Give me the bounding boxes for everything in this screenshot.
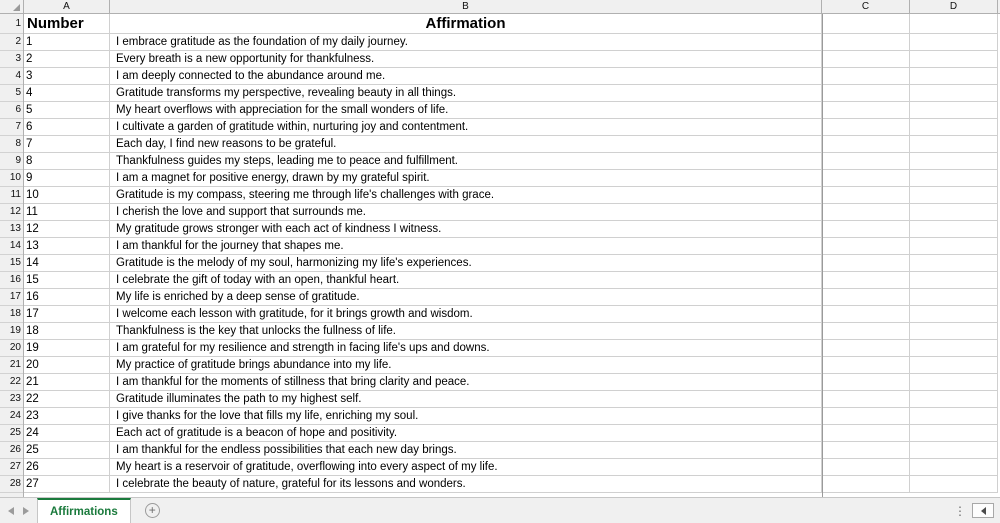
cell-number[interactable]: 20 bbox=[24, 357, 110, 374]
cell-empty-d[interactable] bbox=[910, 357, 998, 374]
cell-affirmation[interactable]: Each day, I find new reasons to be grateful. bbox=[110, 136, 822, 153]
cell-area bbox=[24, 14, 1000, 497]
cell-empty-d[interactable] bbox=[910, 323, 998, 340]
cell-number[interactable]: 25 bbox=[24, 442, 110, 459]
table-row bbox=[24, 408, 1000, 425]
cell-empty-d[interactable] bbox=[910, 51, 998, 68]
cell-empty-c[interactable] bbox=[822, 34, 910, 51]
table-row bbox=[24, 68, 1000, 85]
scroll-right-icon bbox=[981, 507, 986, 515]
row-header[interactable]: 14 bbox=[0, 238, 23, 255]
cell-empty-d[interactable] bbox=[910, 255, 998, 272]
table-row bbox=[24, 289, 1000, 306]
cell-empty-d[interactable] bbox=[910, 34, 998, 51]
header-cell-number[interactable]: Number bbox=[24, 14, 110, 34]
cell-affirmation[interactable]: Gratitude is the melody of my soul, harmonizing my life's experiences. bbox=[110, 255, 822, 272]
cell-number[interactable]: 16 bbox=[24, 289, 110, 306]
column-header-b[interactable]: B bbox=[110, 0, 822, 13]
grid bbox=[0, 14, 1000, 497]
cell-affirmation[interactable]: My life is enriched by a deep sense of gratitude. bbox=[110, 289, 822, 306]
row-header[interactable]: 11 bbox=[0, 187, 23, 204]
cell-number[interactable]: 3 bbox=[24, 68, 110, 85]
cell-affirmation[interactable]: I cherish the love and support that surrounds me. bbox=[110, 204, 822, 221]
more-options-icon[interactable]: ⋮ bbox=[954, 503, 966, 518]
cell-empty-c[interactable] bbox=[822, 14, 910, 34]
cell-affirmation[interactable]: I celebrate the beauty of nature, grateful for its lessons and wonders. bbox=[110, 476, 822, 493]
row-header[interactable]: 25 bbox=[0, 425, 23, 442]
table-row bbox=[24, 238, 1000, 255]
table-row bbox=[24, 187, 1000, 204]
column-header-d[interactable]: D bbox=[910, 0, 998, 13]
cell-number[interactable]: 7 bbox=[24, 136, 110, 153]
row-header[interactable]: 15 bbox=[0, 255, 23, 272]
cell-empty-c[interactable] bbox=[822, 119, 910, 136]
table-row bbox=[24, 425, 1000, 442]
row-header[interactable]: 9 bbox=[0, 153, 23, 170]
cell-number[interactable]: 12 bbox=[24, 221, 110, 238]
cell-affirmation[interactable]: Gratitude transforms my perspective, revealing beauty in all things. bbox=[110, 85, 822, 102]
table-row bbox=[24, 306, 1000, 323]
row-header[interactable]: 21 bbox=[0, 357, 23, 374]
cell-number[interactable]: 15 bbox=[24, 272, 110, 289]
cell-empty-c[interactable] bbox=[822, 85, 910, 102]
cell-empty-d[interactable] bbox=[910, 459, 998, 476]
cell-empty-c[interactable] bbox=[822, 153, 910, 170]
column-header-a[interactable]: A bbox=[24, 0, 110, 13]
cell-number[interactable]: 8 bbox=[24, 153, 110, 170]
cell-affirmation[interactable]: My practice of gratitude brings abundance into my life. bbox=[110, 357, 822, 374]
selection-right-edge bbox=[822, 14, 823, 497]
cell-affirmation[interactable]: I celebrate the gift of today with an open, thankful heart. bbox=[110, 272, 822, 289]
cell-empty-d[interactable] bbox=[910, 306, 998, 323]
table-row bbox=[24, 272, 1000, 289]
cell-empty-d[interactable] bbox=[910, 425, 998, 442]
previous-sheet-icon[interactable] bbox=[8, 507, 14, 515]
cell-number[interactable]: 27 bbox=[24, 476, 110, 493]
cell-empty-d[interactable] bbox=[910, 14, 998, 34]
cell-empty-d[interactable] bbox=[910, 289, 998, 306]
row-header[interactable]: 24 bbox=[0, 408, 23, 425]
table-row bbox=[24, 476, 1000, 493]
cell-empty-d[interactable] bbox=[910, 391, 998, 408]
cell-number[interactable]: 5 bbox=[24, 102, 110, 119]
cell-number[interactable]: 23 bbox=[24, 408, 110, 425]
row-header[interactable]: 27 bbox=[0, 459, 23, 476]
cell-empty-c[interactable] bbox=[822, 68, 910, 85]
horizontal-scroll-right-button[interactable] bbox=[972, 503, 994, 518]
cell-affirmation[interactable]: Each act of gratitude is a beacon of hope and positivity. bbox=[110, 425, 822, 442]
cell-number[interactable]: 2 bbox=[24, 51, 110, 68]
table-row bbox=[24, 14, 1000, 34]
header-cell-affirmation[interactable]: Affirmation bbox=[110, 14, 822, 34]
row-header[interactable]: 4 bbox=[0, 68, 23, 85]
cell-empty-d[interactable] bbox=[910, 68, 998, 85]
row-header[interactable]: 13 bbox=[0, 221, 23, 238]
cell-empty-c[interactable] bbox=[822, 323, 910, 340]
table-row bbox=[24, 119, 1000, 136]
cell-empty-d[interactable] bbox=[910, 408, 998, 425]
cell-affirmation[interactable]: I am thankful for the moments of stillness that bring clarity and peace. bbox=[110, 374, 822, 391]
next-sheet-icon[interactable] bbox=[23, 507, 29, 515]
cell-affirmation[interactable]: My heart is a reservoir of gratitude, overflowing into every aspect of my life. bbox=[110, 459, 822, 476]
table-row bbox=[24, 136, 1000, 153]
cell-empty-c[interactable] bbox=[822, 374, 910, 391]
row-header[interactable]: 18 bbox=[0, 306, 23, 323]
sheet-tab-affirmations[interactable]: Affirmations bbox=[37, 498, 131, 523]
cell-number[interactable]: 19 bbox=[24, 340, 110, 357]
cell-empty-c[interactable] bbox=[822, 306, 910, 323]
cell-affirmation[interactable]: Thankfulness guides my steps, leading me to peace and fulfillment. bbox=[110, 153, 822, 170]
cell-number[interactable]: 9 bbox=[24, 170, 110, 187]
cell-empty-d[interactable] bbox=[910, 374, 998, 391]
row-header[interactable]: 19 bbox=[0, 323, 23, 340]
table-row bbox=[24, 391, 1000, 408]
cell-empty-d[interactable] bbox=[910, 170, 998, 187]
sheet-bar-right bbox=[954, 503, 1000, 518]
cell-empty-c[interactable] bbox=[822, 221, 910, 238]
cell-affirmation[interactable]: I am deeply connected to the abundance around me. bbox=[110, 68, 822, 85]
cell-empty-c[interactable] bbox=[822, 238, 910, 255]
cell-empty-c[interactable] bbox=[822, 425, 910, 442]
table-row bbox=[24, 204, 1000, 221]
row-header[interactable]: 16 bbox=[0, 272, 23, 289]
table-row bbox=[24, 153, 1000, 170]
row-header[interactable]: 28 bbox=[0, 476, 23, 493]
table-row bbox=[24, 323, 1000, 340]
cell-empty-c[interactable] bbox=[822, 357, 910, 374]
cell-empty-d[interactable] bbox=[910, 136, 998, 153]
cell-empty-d[interactable] bbox=[910, 153, 998, 170]
cell-number[interactable]: 18 bbox=[24, 323, 110, 340]
row-header[interactable]: 2 bbox=[0, 34, 23, 51]
row-header[interactable]: 20 bbox=[0, 340, 23, 357]
cell-affirmation[interactable]: I welcome each lesson with gratitude, for it brings growth and wisdom. bbox=[110, 306, 822, 323]
cell-empty-c[interactable] bbox=[822, 289, 910, 306]
cell-empty-c[interactable] bbox=[822, 51, 910, 68]
cell-affirmation[interactable]: Gratitude illuminates the path to my highest self. bbox=[110, 391, 822, 408]
table-row bbox=[24, 170, 1000, 187]
cell-number[interactable]: 21 bbox=[24, 374, 110, 391]
table-row bbox=[24, 442, 1000, 459]
cell-number[interactable]: 14 bbox=[24, 255, 110, 272]
row-header[interactable]: 6 bbox=[0, 102, 23, 119]
row-header[interactable]: 22 bbox=[0, 374, 23, 391]
cell-number[interactable]: 6 bbox=[24, 119, 110, 136]
cell-empty-d[interactable] bbox=[910, 340, 998, 357]
table-row bbox=[24, 340, 1000, 357]
cell-empty-d[interactable] bbox=[910, 187, 998, 204]
cell-empty-c[interactable] bbox=[822, 136, 910, 153]
row-header[interactable]: 1 bbox=[0, 14, 23, 34]
table-row bbox=[24, 34, 1000, 51]
row-header[interactable]: 17 bbox=[0, 289, 23, 306]
row-header[interactable]: 7 bbox=[0, 119, 23, 136]
cell-empty-c[interactable] bbox=[822, 255, 910, 272]
row-header[interactable]: 23 bbox=[0, 391, 23, 408]
column-header-row bbox=[0, 0, 1000, 14]
cell-affirmation[interactable]: I embrace gratitude as the foundation of my daily journey. bbox=[110, 34, 822, 51]
cell-empty-c[interactable] bbox=[822, 442, 910, 459]
cell-empty-d[interactable] bbox=[910, 221, 998, 238]
cell-number[interactable]: 13 bbox=[24, 238, 110, 255]
row-header[interactable]: 12 bbox=[0, 204, 23, 221]
select-all-corner[interactable] bbox=[0, 0, 24, 13]
cell-empty-c[interactable] bbox=[822, 408, 910, 425]
row-header[interactable]: 5 bbox=[0, 85, 23, 102]
cell-affirmation[interactable]: Every breath is a new opportunity for thankfulness. bbox=[110, 51, 822, 68]
cell-empty-d[interactable] bbox=[910, 204, 998, 221]
cell-number[interactable]: 24 bbox=[24, 425, 110, 442]
cell-empty-c[interactable] bbox=[822, 187, 910, 204]
row-header[interactable]: 8 bbox=[0, 136, 23, 153]
cell-number[interactable]: 4 bbox=[24, 85, 110, 102]
cell-number[interactable]: 1 bbox=[24, 34, 110, 51]
cell-empty-d[interactable] bbox=[910, 476, 998, 493]
cell-affirmation[interactable]: I am a magnet for positive energy, drawn by my grateful spirit. bbox=[110, 170, 822, 187]
cell-affirmation[interactable]: I am thankful for the journey that shapes me. bbox=[110, 238, 822, 255]
cell-affirmation[interactable]: I am thankful for the endless possibilities that each new day brings. bbox=[110, 442, 822, 459]
cell-affirmation[interactable]: I give thanks for the love that fills my life, enriching my soul. bbox=[110, 408, 822, 425]
cell-empty-c[interactable] bbox=[822, 340, 910, 357]
cell-affirmation[interactable]: My heart overflows with appreciation for the small wonders of life. bbox=[110, 102, 822, 119]
cell-number[interactable]: 17 bbox=[24, 306, 110, 323]
row-header[interactable]: 10 bbox=[0, 170, 23, 187]
sheet-tab-bar bbox=[0, 497, 1000, 523]
cell-empty-c[interactable] bbox=[822, 272, 910, 289]
cell-empty-c[interactable] bbox=[822, 170, 910, 187]
table-row bbox=[24, 357, 1000, 374]
cell-affirmation[interactable]: Gratitude is my compass, steering me through life's challenges with grace. bbox=[110, 187, 822, 204]
cell-affirmation[interactable]: I am grateful for my resilience and strength in facing life's ups and downs. bbox=[110, 340, 822, 357]
cell-number[interactable]: 26 bbox=[24, 459, 110, 476]
table-row bbox=[24, 102, 1000, 119]
sheet-nav-arrows[interactable] bbox=[0, 507, 35, 515]
cell-empty-c[interactable] bbox=[822, 102, 910, 119]
table-row bbox=[24, 221, 1000, 238]
cell-empty-c[interactable] bbox=[822, 391, 910, 408]
table-row bbox=[24, 255, 1000, 272]
cell-number[interactable]: 22 bbox=[24, 391, 110, 408]
cell-empty-c[interactable] bbox=[822, 459, 910, 476]
table-row bbox=[24, 374, 1000, 391]
table-row bbox=[24, 459, 1000, 476]
table-row bbox=[24, 51, 1000, 68]
add-sheet-icon[interactable]: + bbox=[145, 503, 160, 518]
cell-empty-c[interactable] bbox=[822, 476, 910, 493]
row-header[interactable]: 3 bbox=[0, 51, 23, 68]
table-row bbox=[24, 85, 1000, 102]
cell-empty-d[interactable] bbox=[910, 238, 998, 255]
cell-empty-d[interactable] bbox=[910, 85, 998, 102]
cell-empty-c[interactable] bbox=[822, 204, 910, 221]
cell-affirmation[interactable]: Thankfulness is the key that unlocks the fullness of life. bbox=[110, 323, 822, 340]
row-header[interactable]: 26 bbox=[0, 442, 23, 459]
cell-number[interactable]: 10 bbox=[24, 187, 110, 204]
cell-number[interactable]: 11 bbox=[24, 204, 110, 221]
cell-empty-d[interactable] bbox=[910, 102, 998, 119]
cell-empty-d[interactable] bbox=[910, 442, 998, 459]
row-header-column bbox=[0, 14, 24, 497]
column-header-c[interactable]: C bbox=[822, 0, 910, 13]
cell-empty-d[interactable] bbox=[910, 272, 998, 289]
cell-empty-d[interactable] bbox=[910, 119, 998, 136]
cell-affirmation[interactable]: I cultivate a garden of gratitude within, nurturing joy and contentment. bbox=[110, 119, 822, 136]
cell-affirmation[interactable]: My gratitude grows stronger with each act of kindness I witness. bbox=[110, 221, 822, 238]
